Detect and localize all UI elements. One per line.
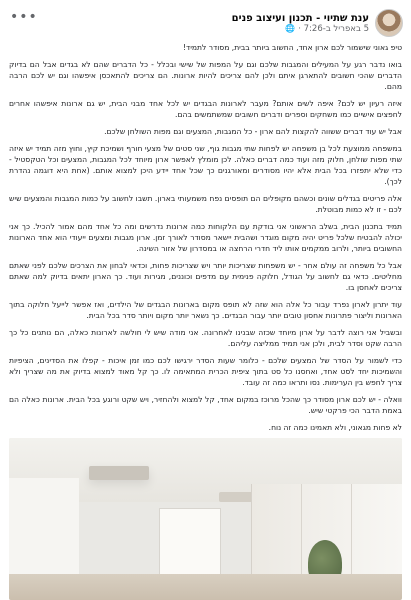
- post-paragraph: אבל יש עוד דברים ששווה להקצות להם ארון - כל המגבות, המצעים וגם מפות השולחן שלכם.: [104, 127, 402, 136]
- post-paragraph: עוד יתרון לארון נפרד עבור כל אלה הוא שזה לא תופס מקום בארונות הבגדים של הילדים, ואז אפשר לייעל חלוקה בתוך הארונות וליצור פתרונות אחסון טובים יותר עבור הבגדים. כך נשאר יותר מקום ויותר סדר בכל הבית.: [9, 300, 402, 320]
- post-paragraph: לא פחות מגאוני, ולא תאמינו כמה זה נוח.: [268, 423, 402, 432]
- author-avatar[interactable]: [375, 9, 403, 37]
- post-photo[interactable]: [9, 438, 402, 600]
- post-paragraph: ובשביל אני רוצה לדבר על ארון מיוחד שכזה שבנינו לאחרונה. אני מודה שיש לי חולשה לארונות כאלה, הם נותנים כל כך הרבה שקט וסדר לבית, ולכן אני תמיד ממליצה עליהם.: [9, 328, 402, 348]
- more-options-icon[interactable]: •••: [10, 9, 38, 25]
- photo-ceiling-lamp: [219, 492, 255, 502]
- post-timestamp[interactable]: 5 באפריל ב-7:26 ·: [298, 23, 369, 34]
- post-header: [8, 6, 403, 40]
- post-paragraph: וואלה - יש לכם ארון מסודר כך שהכל מרוכז במקום אחד, קל למצוא ולהחזיר, ויש שקט ורוגע בכל הבית. ארונות כאלה הם באמת הדבר הכי פרקטי שיש.: [9, 395, 402, 415]
- photo-ceiling-lamp: [89, 466, 149, 480]
- post-paragraph: אבל כל משפחה זה עולם אחר - יש משפחות שצריכות יותר ויש שצריכות פחות, וכדאי לבחון את הצרכים שלכם לפני שאתם מחליטים. כדאי גם לחשוב על הגודל, חלוקה פנימית עם מדפים וכוננים, מגירות ועוד. כך הארון יתאים בדיוק למה שאתם צריכים לאחסן בו.: [9, 261, 402, 292]
- post-paragraph: איזה רעיון יש לכם? איפה לשים אותם? מעבר לארונות הבגדים יש לכל אחד מבני הבית, יש גם ארונות איפשהו אחרים לחפצים אישיים כמו משחקים וספרים ודברים חשובים שמשתמשים בהם.: [9, 99, 402, 119]
- post-paragraph: תמיד בתכנון הבית, בשלב הראשוני אני בודקת עם הלקוחות כמה ארונות נדרשים ומה כל אחד מהם אמור להכיל. כך אני יכולה להבטיח שלכל פריט יהיה מקום מוגדר ושהבית יישאר מסודר לאורך זמן. ארון מגבות ומצעים ייעודי הוא אחד הארונות החשובים ביותר, ולרוב ממקמים אותו ליד חדרי הרחצה או במסדרון של אזור השינה.: [9, 222, 402, 253]
- author-block: [232, 13, 369, 34]
- post-body: [9, 42, 402, 456]
- globe-icon: 🌐: [285, 24, 296, 33]
- post-meta: [232, 24, 369, 34]
- author-name[interactable]: ענת שתיוי - תכנון ועיצוב פנים: [231, 12, 369, 24]
- post-paragraph: טיפ גאוני שישמור לכם ארון אחד, החשוב ביותר בבית, מסודר לתמיד!: [183, 43, 402, 52]
- post-paragraph: במשפחה ממוצעת לכל בן משפחה יש לפחות שתי מגבות גוף, שני סטים של מצעי חורף ושמיכת קיץ, וחוץ מזה תמיד יש איזה שתי מפות שולחן, חלוק מזה ועוד כמה דברים כאלה. לכן מומלץ לאפשר ארון מיוחד לכל המגבות, המצעים וכל הטקסטיל - כדי שלא יתפזרו בכל הבית אלא יהיו מסודרים ומאורגנים כך שכל אחד יידע היכן למצוא אותם. (אחת היא דוגמה נהדרת לכך).: [9, 144, 402, 186]
- post-paragraph: בואו נדבר רגע על המעילים והמגבות שלכם וגם על המפות של שישי ובכלל - כל הדברים שהם לא בגדים אבל הם בדיוק הדברים שהכי חשובים להתארגן איתם ולכן להם צריכים להיות ארונות. הם צריכים להתאכסן איפשהו וגם יש לכם הרבה מהם.: [9, 60, 402, 91]
- photo-floor: [9, 574, 402, 600]
- post-paragraph: כדי לשמור על הסדר של המצעים שלכם - כלומר שעות הסדר ירגישו לכם כמו זמן איכות - קפלו את הסדינים, הציפיות והשמיכות יחד לסט אחד, ואחסנו כל סט בתוך ציפית הכרית המתאימה לו. כך קל מאוד למצוא בדיוק את מה שצריך ולא צריך לחפש בין הערימות. נסו ותראו כמה זה עובד.: [9, 356, 402, 387]
- post-paragraph: אלה פריטים בגדלים שונים וכשהם מקופלים הם תופסים נפח משמעותי בארון. תשבו לחשוב על כמות המגבות והמצעים שיש לכם - זו לא כמות מבוטלת.: [9, 194, 402, 214]
